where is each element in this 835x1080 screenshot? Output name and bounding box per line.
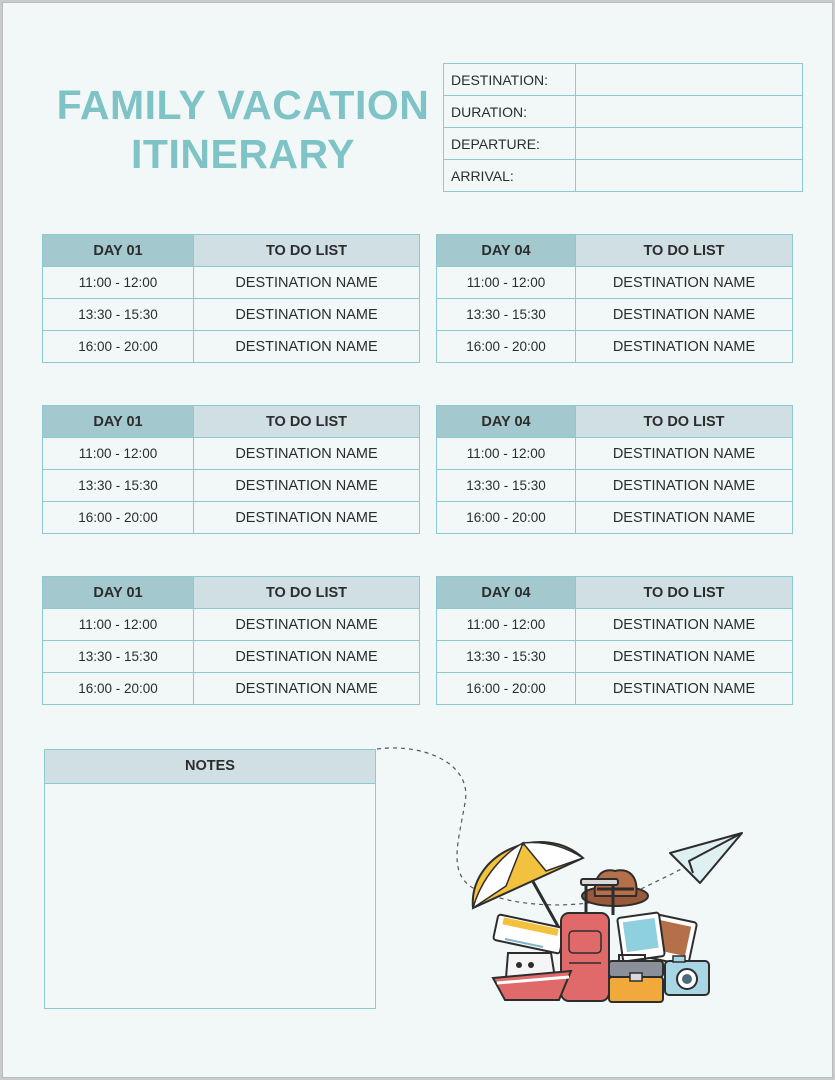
info-label: DURATION:	[444, 96, 576, 128]
destination-cell[interactable]: DESTINATION NAME	[576, 299, 793, 331]
destination-cell[interactable]: DESTINATION NAME	[576, 267, 793, 299]
info-label: DESTINATION:	[444, 64, 576, 96]
day-header: DAY 01	[43, 577, 194, 609]
cruise-ship-icon	[493, 953, 571, 1000]
time-cell: 11:00 - 12:00	[43, 609, 194, 641]
time-cell: 13:30 - 15:30	[43, 641, 194, 673]
travel-illustration	[3, 3, 832, 1077]
time-cell: 16:00 - 20:00	[43, 673, 194, 705]
time-cell: 16:00 - 20:00	[437, 502, 576, 534]
time-cell: 13:30 - 15:30	[437, 470, 576, 502]
itinerary-page	[2, 2, 833, 1078]
destination-cell[interactable]: DESTINATION NAME	[576, 438, 793, 470]
time-cell: 11:00 - 12:00	[437, 438, 576, 470]
info-label: ARRIVAL:	[444, 160, 576, 192]
day-header: DAY 04	[437, 577, 576, 609]
destination-cell[interactable]: DESTINATION NAME	[194, 673, 420, 705]
destination-cell[interactable]: DESTINATION NAME	[576, 609, 793, 641]
day-header: DAY 04	[437, 235, 576, 267]
todo-header: TO DO LIST	[194, 406, 420, 438]
destination-cell[interactable]: DESTINATION NAME	[576, 502, 793, 534]
time-cell: 13:30 - 15:30	[437, 641, 576, 673]
time-cell: 11:00 - 12:00	[437, 609, 576, 641]
todo-header: TO DO LIST	[194, 235, 420, 267]
time-cell: 16:00 - 20:00	[43, 502, 194, 534]
todo-header: TO DO LIST	[576, 577, 793, 609]
destination-cell[interactable]: DESTINATION NAME	[194, 609, 420, 641]
time-cell: 11:00 - 12:00	[437, 267, 576, 299]
time-cell: 16:00 - 20:00	[437, 673, 576, 705]
time-cell: 11:00 - 12:00	[43, 438, 194, 470]
destination-cell[interactable]: DESTINATION NAME	[576, 331, 793, 363]
destination-cell[interactable]: DESTINATION NAME	[576, 673, 793, 705]
time-cell: 16:00 - 20:00	[437, 331, 576, 363]
day-header: DAY 01	[43, 235, 194, 267]
time-cell: 16:00 - 20:00	[43, 331, 194, 363]
camera-icon	[665, 956, 709, 995]
day-header: DAY 01	[43, 406, 194, 438]
fedora-hat-icon	[582, 870, 648, 906]
paper-plane-icon	[670, 833, 742, 883]
time-cell: 13:30 - 15:30	[43, 470, 194, 502]
time-cell: 13:30 - 15:30	[43, 299, 194, 331]
todo-header: TO DO LIST	[194, 577, 420, 609]
notes-header: NOTES	[45, 750, 375, 784]
toolbox-bag-icon	[609, 955, 663, 1002]
destination-cell[interactable]: DESTINATION NAME	[194, 267, 420, 299]
todo-header: TO DO LIST	[576, 406, 793, 438]
day-header: DAY 04	[437, 406, 576, 438]
destination-cell[interactable]: DESTINATION NAME	[194, 641, 420, 673]
info-label: DEPARTURE:	[444, 128, 576, 160]
destination-cell[interactable]: DESTINATION NAME	[194, 502, 420, 534]
title-line-1: FAMILY VACATION	[56, 82, 430, 128]
destination-cell[interactable]: DESTINATION NAME	[576, 470, 793, 502]
destination-cell[interactable]: DESTINATION NAME	[194, 331, 420, 363]
destination-cell[interactable]: DESTINATION NAME	[576, 641, 793, 673]
time-cell: 11:00 - 12:00	[43, 267, 194, 299]
todo-header: TO DO LIST	[576, 235, 793, 267]
time-cell: 13:30 - 15:30	[437, 299, 576, 331]
title-line-2: ITINERARY	[131, 131, 355, 177]
destination-cell[interactable]: DESTINATION NAME	[194, 470, 420, 502]
destination-cell[interactable]: DESTINATION NAME	[194, 299, 420, 331]
destination-cell[interactable]: DESTINATION NAME	[194, 438, 420, 470]
